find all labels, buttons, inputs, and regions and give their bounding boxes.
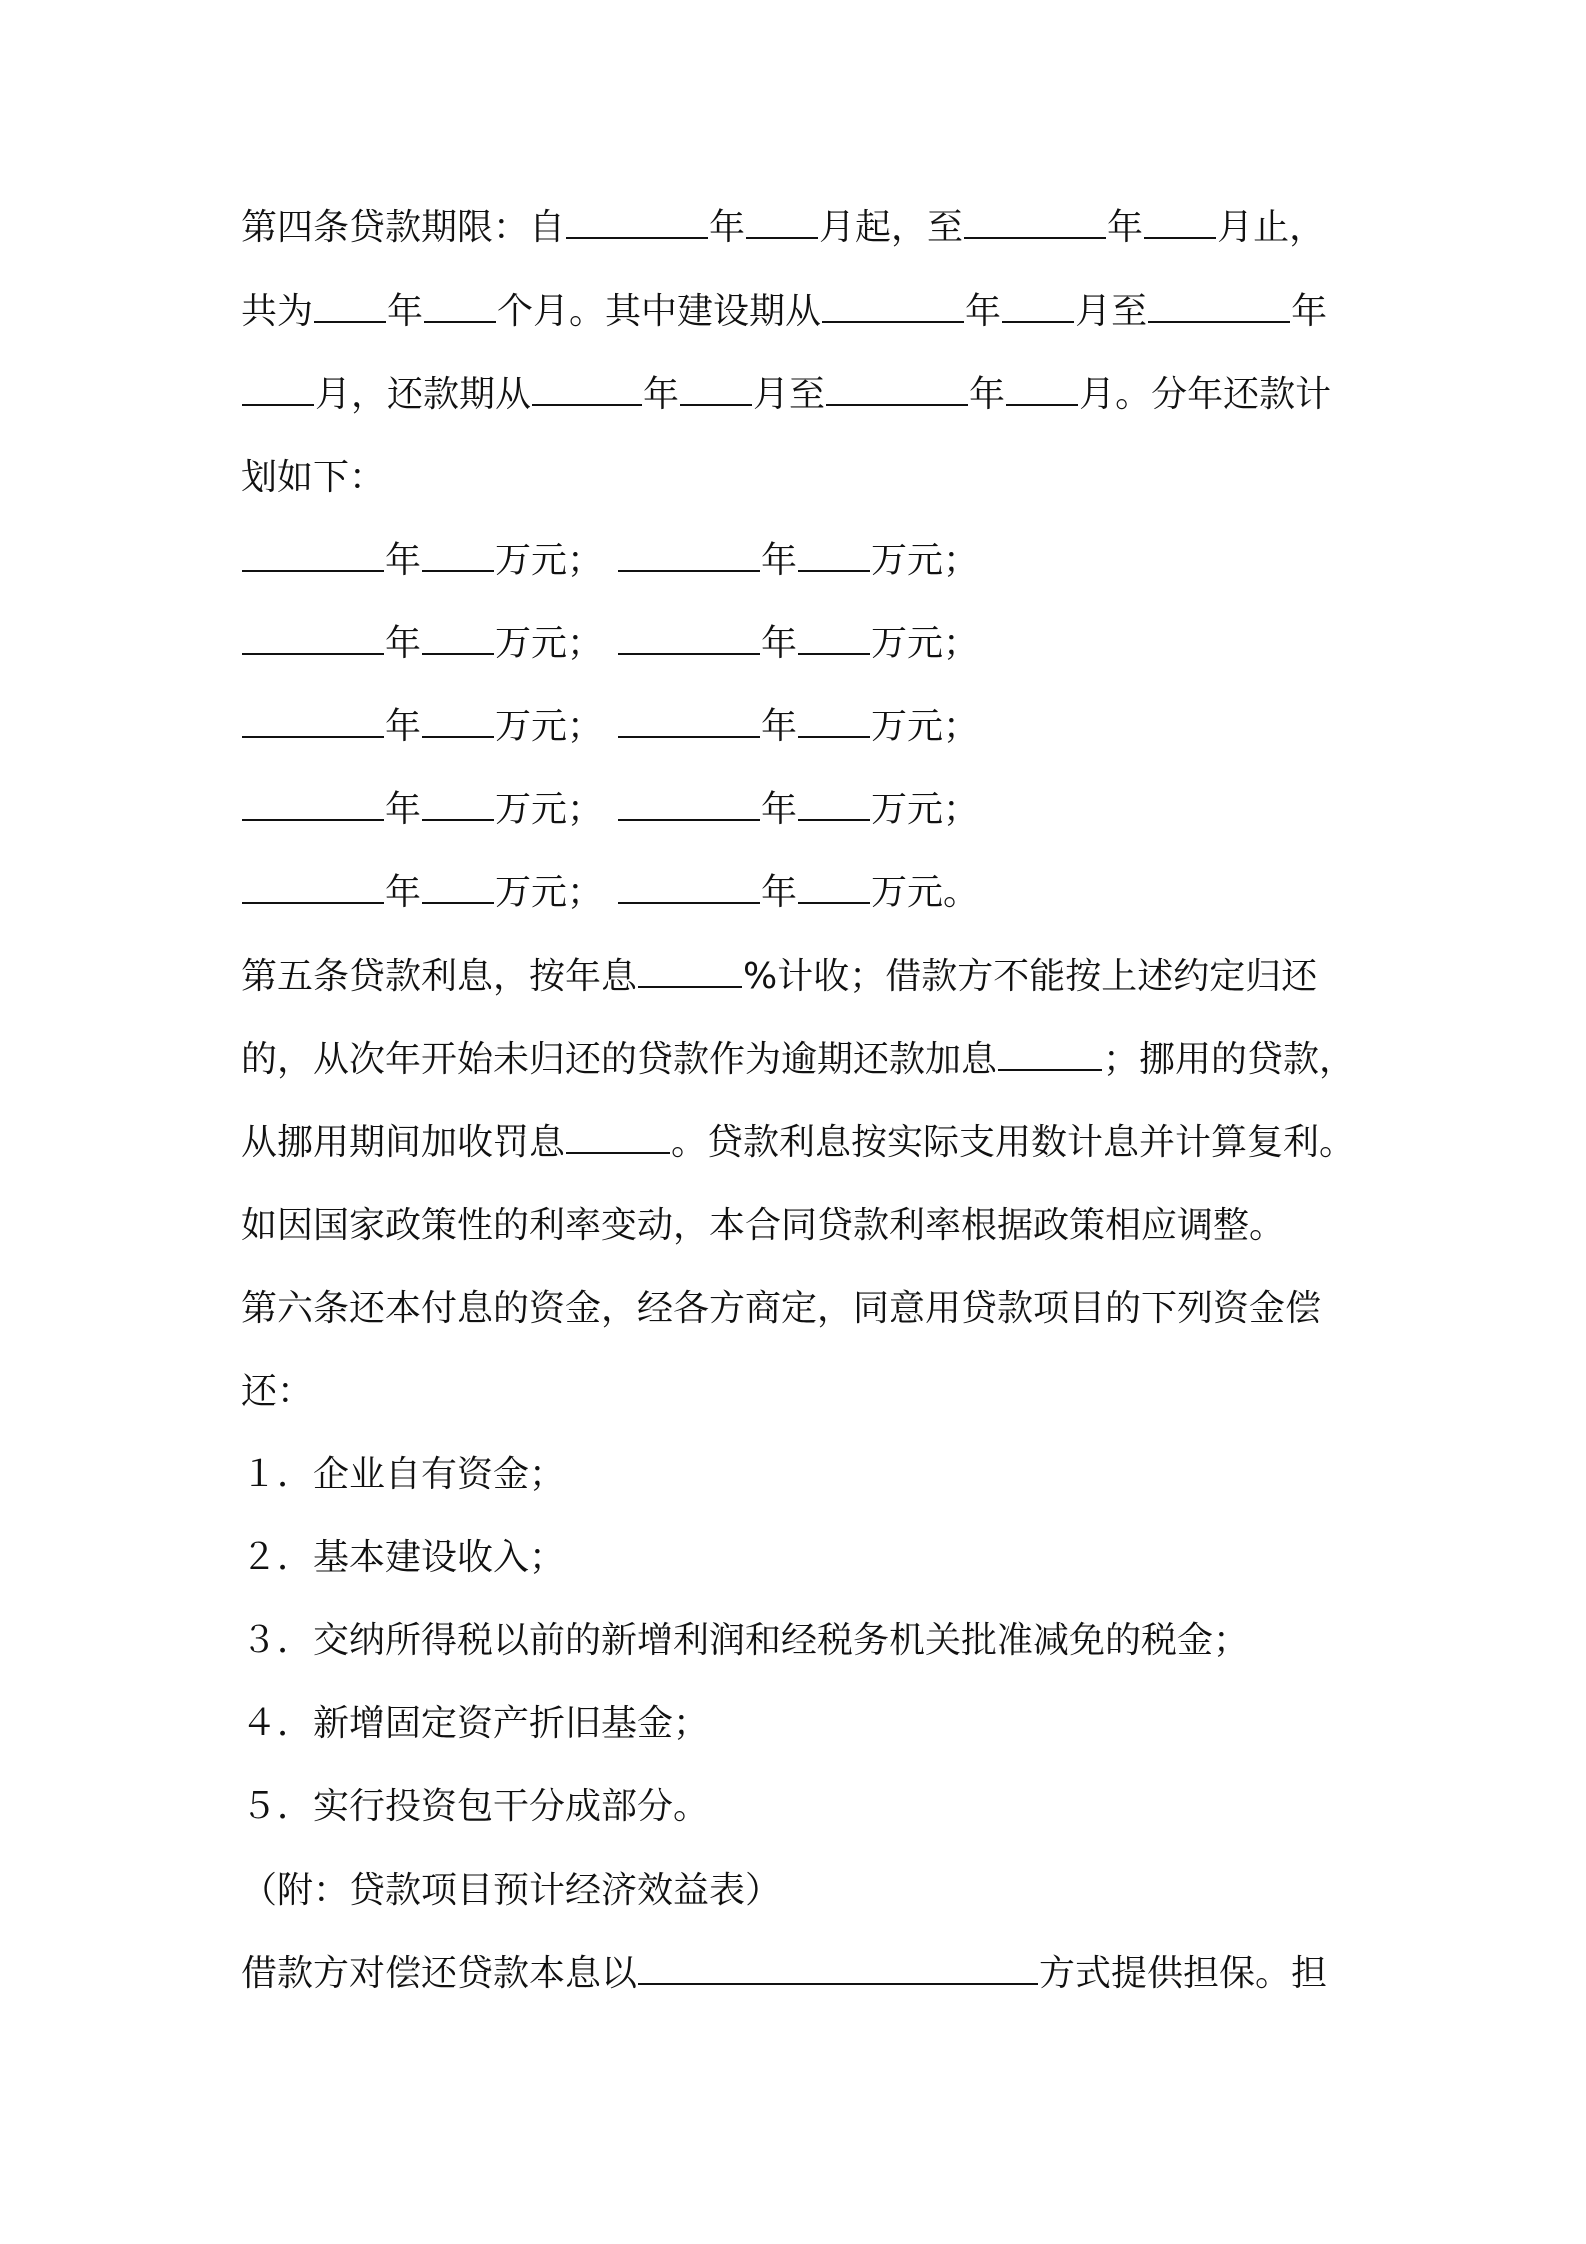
list-item bbox=[241, 1534, 565, 1582]
text: （附：贷款项目预计经济效益表） bbox=[241, 1870, 782, 1911]
text: 万元； bbox=[871, 706, 980, 747]
blank-months bbox=[424, 291, 496, 323]
article4-line2 bbox=[241, 288, 1327, 336]
blank-amount bbox=[422, 789, 494, 821]
text: 月。分年还款计 bbox=[1079, 374, 1332, 415]
text: 个月。其中建设期从 bbox=[497, 291, 822, 332]
article4-line3 bbox=[241, 371, 1331, 419]
attachment-note bbox=[241, 1867, 781, 1915]
blank-year bbox=[822, 291, 964, 323]
article6-line1 bbox=[241, 1285, 1321, 1333]
blank-month bbox=[680, 374, 752, 406]
text: 年 bbox=[385, 789, 422, 830]
text: 年 bbox=[965, 291, 1002, 332]
text: 的，从次年开始未归还的贷款作为逾期还款加息 bbox=[241, 1039, 998, 1080]
guarantee-line bbox=[241, 1950, 1327, 1998]
list-item bbox=[241, 1617, 1249, 1665]
text: 共为 bbox=[241, 291, 314, 332]
text: 万元； bbox=[871, 789, 980, 830]
text: 月至 bbox=[753, 374, 826, 415]
text: 万元。 bbox=[871, 872, 980, 913]
schedule-row bbox=[241, 703, 979, 751]
text: 万元； bbox=[495, 706, 604, 747]
text: 年 bbox=[969, 374, 1006, 415]
blank-year bbox=[826, 374, 968, 406]
text: 年 bbox=[387, 291, 424, 332]
blank-amount bbox=[798, 540, 870, 572]
blank-amount bbox=[798, 872, 870, 904]
article5-line2 bbox=[241, 1036, 1355, 1084]
list-item bbox=[241, 1451, 565, 1499]
blank-amount bbox=[422, 872, 494, 904]
text: １．企业自有资金； bbox=[241, 1454, 566, 1495]
text: ２．基本建设收入； bbox=[241, 1537, 566, 1578]
blank-year bbox=[618, 623, 760, 655]
article5-line4 bbox=[241, 1202, 1285, 1250]
text: 年 bbox=[761, 789, 798, 830]
blank-year bbox=[242, 706, 384, 738]
blank-month bbox=[1006, 374, 1078, 406]
blank-year bbox=[566, 207, 708, 239]
blank-month bbox=[1002, 291, 1074, 323]
blank-amount bbox=[798, 706, 870, 738]
text: 年 bbox=[1291, 291, 1328, 332]
blank-rate bbox=[638, 956, 742, 988]
text: 年 bbox=[1107, 207, 1144, 248]
text: 年 bbox=[643, 374, 680, 415]
text: 第四条贷款期限：自 bbox=[241, 207, 566, 248]
blank-month bbox=[1144, 207, 1216, 239]
blank-years bbox=[314, 291, 386, 323]
blank-year bbox=[242, 540, 384, 572]
blank-year bbox=[532, 374, 642, 406]
blank-month bbox=[242, 374, 314, 406]
article4-line1 bbox=[241, 204, 1325, 252]
blank-penalty-rate bbox=[566, 1122, 670, 1154]
blank-amount bbox=[798, 789, 870, 821]
text: 万元； bbox=[495, 623, 604, 664]
list-item bbox=[241, 1783, 709, 1831]
blank-overdue-rate bbox=[998, 1039, 1102, 1071]
blank-year bbox=[618, 789, 760, 821]
text: 万元； bbox=[495, 540, 604, 581]
list-item bbox=[241, 1700, 709, 1748]
article4-line4 bbox=[241, 454, 385, 502]
text: ４．新增固定资产折旧基金； bbox=[241, 1703, 710, 1744]
text: 。贷款利息按实际支用数计息并计算复利。 bbox=[671, 1122, 1356, 1163]
blank-year bbox=[618, 872, 760, 904]
text: ５．实行投资包干分成部分。 bbox=[241, 1786, 710, 1827]
blank-year bbox=[242, 623, 384, 655]
blank-year bbox=[1148, 291, 1290, 323]
text: 划如下： bbox=[241, 457, 386, 498]
blank-year bbox=[964, 207, 1106, 239]
blank-amount bbox=[422, 540, 494, 572]
blank-amount bbox=[798, 623, 870, 655]
text: ；挪用的贷款， bbox=[1103, 1039, 1356, 1080]
text: 年 bbox=[761, 623, 798, 664]
blank-year bbox=[242, 872, 384, 904]
text: 万元； bbox=[871, 540, 980, 581]
text: 第五条贷款利息，按年息 bbox=[241, 956, 638, 997]
text: 方式提供担保。担 bbox=[1039, 1953, 1328, 1994]
blank-guarantee-method bbox=[638, 1953, 1038, 1985]
text: 如因国家政策性的利率变动，本合同贷款利率根据政策相应调整。 bbox=[241, 1205, 1286, 1246]
text: 万元； bbox=[871, 623, 980, 664]
schedule-row bbox=[241, 786, 979, 834]
blank-amount bbox=[422, 706, 494, 738]
text: 年 bbox=[761, 706, 798, 747]
schedule-row bbox=[241, 869, 979, 917]
blank-month bbox=[746, 207, 818, 239]
text: 借款方对偿还贷款本息以 bbox=[241, 1953, 638, 1994]
text: 月起，至 bbox=[819, 207, 964, 248]
schedule-row bbox=[241, 620, 979, 668]
text: 万元； bbox=[495, 789, 604, 830]
article5-line1 bbox=[241, 953, 1317, 1001]
blank-amount bbox=[422, 623, 494, 655]
text: 年 bbox=[385, 540, 422, 581]
text: 第六条还本付息的资金，经各方商定，同意用贷款项目的下列资金偿 bbox=[241, 1288, 1322, 1329]
blank-year bbox=[618, 540, 760, 572]
blank-year bbox=[618, 706, 760, 738]
text: 月止， bbox=[1217, 207, 1326, 248]
text: 年 bbox=[385, 623, 422, 664]
text: 万元； bbox=[495, 872, 604, 913]
text: 年 bbox=[709, 207, 746, 248]
text: 月至 bbox=[1075, 291, 1148, 332]
text: 月，还款期从 bbox=[315, 374, 532, 415]
text: 年 bbox=[385, 706, 422, 747]
blank-year bbox=[242, 789, 384, 821]
text: ３．交纳所得税以前的新增利润和经税务机关批准减免的税金； bbox=[241, 1620, 1250, 1661]
text: 从挪用期间加收罚息 bbox=[241, 1122, 566, 1163]
article6-line2 bbox=[241, 1368, 313, 1416]
text: 年 bbox=[761, 540, 798, 581]
text: 年 bbox=[761, 872, 798, 913]
text: 年 bbox=[385, 872, 422, 913]
text: 还： bbox=[241, 1371, 314, 1412]
article5-line3 bbox=[241, 1119, 1355, 1167]
schedule-row bbox=[241, 537, 979, 585]
text: %计收；借款方不能按上述约定归还 bbox=[743, 956, 1318, 997]
